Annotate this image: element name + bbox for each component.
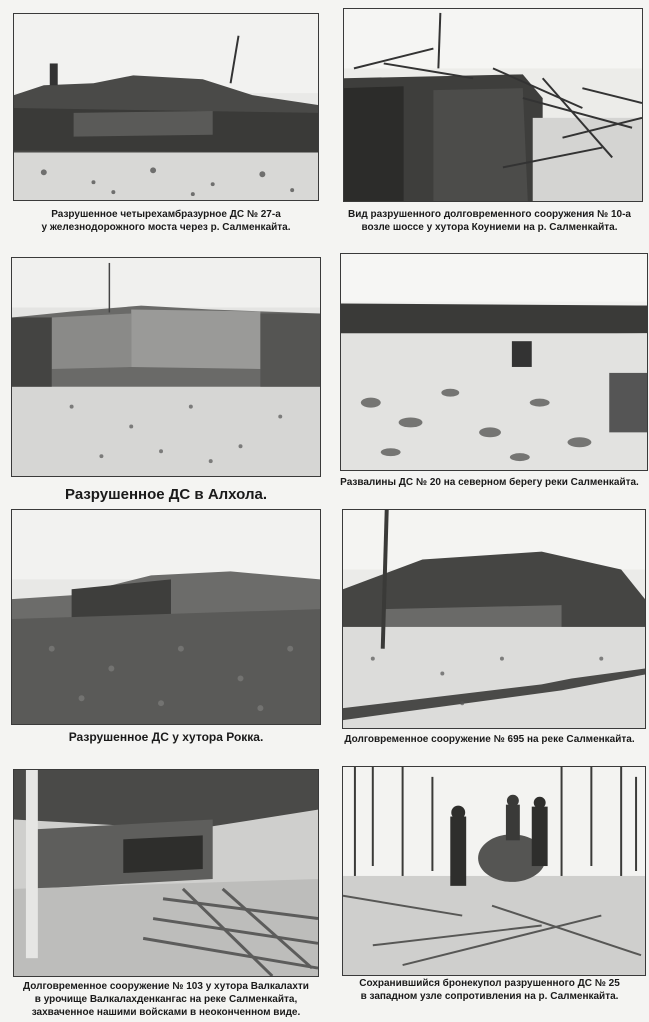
caption-line: Вид разрушенного долговременного сооружения № 10-а	[348, 209, 631, 220]
photo-structure-695	[342, 509, 646, 729]
caption-line: в урочище Валкалахденкангас на реке Салменкайта,	[34, 994, 298, 1005]
photo-destroyed-structure-10a	[343, 8, 643, 202]
photo-ruins-bunker-20	[340, 253, 648, 471]
caption-line: Долговременное сооружение № 695 на реке Салменкайта.	[344, 734, 635, 745]
caption-structure-695	[330, 733, 649, 746]
caption-structure-10a	[330, 208, 649, 234]
caption-line: захваченное нашими войсками в неоконченном виде.	[31, 1007, 301, 1018]
caption-line: Развалины ДС № 20 на северном берегу реки Салменкайта.	[340, 477, 639, 488]
caption-bunker-alhola	[0, 486, 332, 504]
photo-armored-dome-25	[342, 766, 646, 976]
caption-line: Разрушенное ДС в Алхола.	[65, 486, 267, 503]
caption-armored-dome-25	[330, 977, 649, 1003]
caption-line: Разрушенное ДС у хутора Рокка.	[68, 730, 264, 744]
caption-structure-103	[0, 980, 332, 1019]
caption-ruins-bunker-20	[330, 476, 649, 489]
photo-destroyed-bunker-rokka	[11, 509, 321, 725]
caption-line: Разрушенное четырехамбразурное ДС № 27-а	[51, 209, 281, 220]
caption-bunker-rokka	[0, 730, 332, 744]
caption-bunker-27a	[0, 208, 332, 234]
photo-destroyed-bunker-27a	[13, 13, 319, 201]
caption-line: возле шоссе у хутора Коуниеми на р. Салменкайта.	[361, 222, 618, 233]
photo-destroyed-bunker-alhola	[11, 257, 321, 477]
caption-line: Долговременное сооружение № 103 у хутора Валкалахти	[23, 981, 309, 992]
caption-line: у железнодорожного моста через р. Салменкайта.	[41, 222, 291, 233]
caption-line: Сохранившийся бронекупол разрушенного ДС № 25	[359, 978, 620, 989]
photo-structure-103	[13, 769, 319, 977]
caption-line: в западном узле сопротивления на р. Салменкайта.	[360, 991, 619, 1002]
